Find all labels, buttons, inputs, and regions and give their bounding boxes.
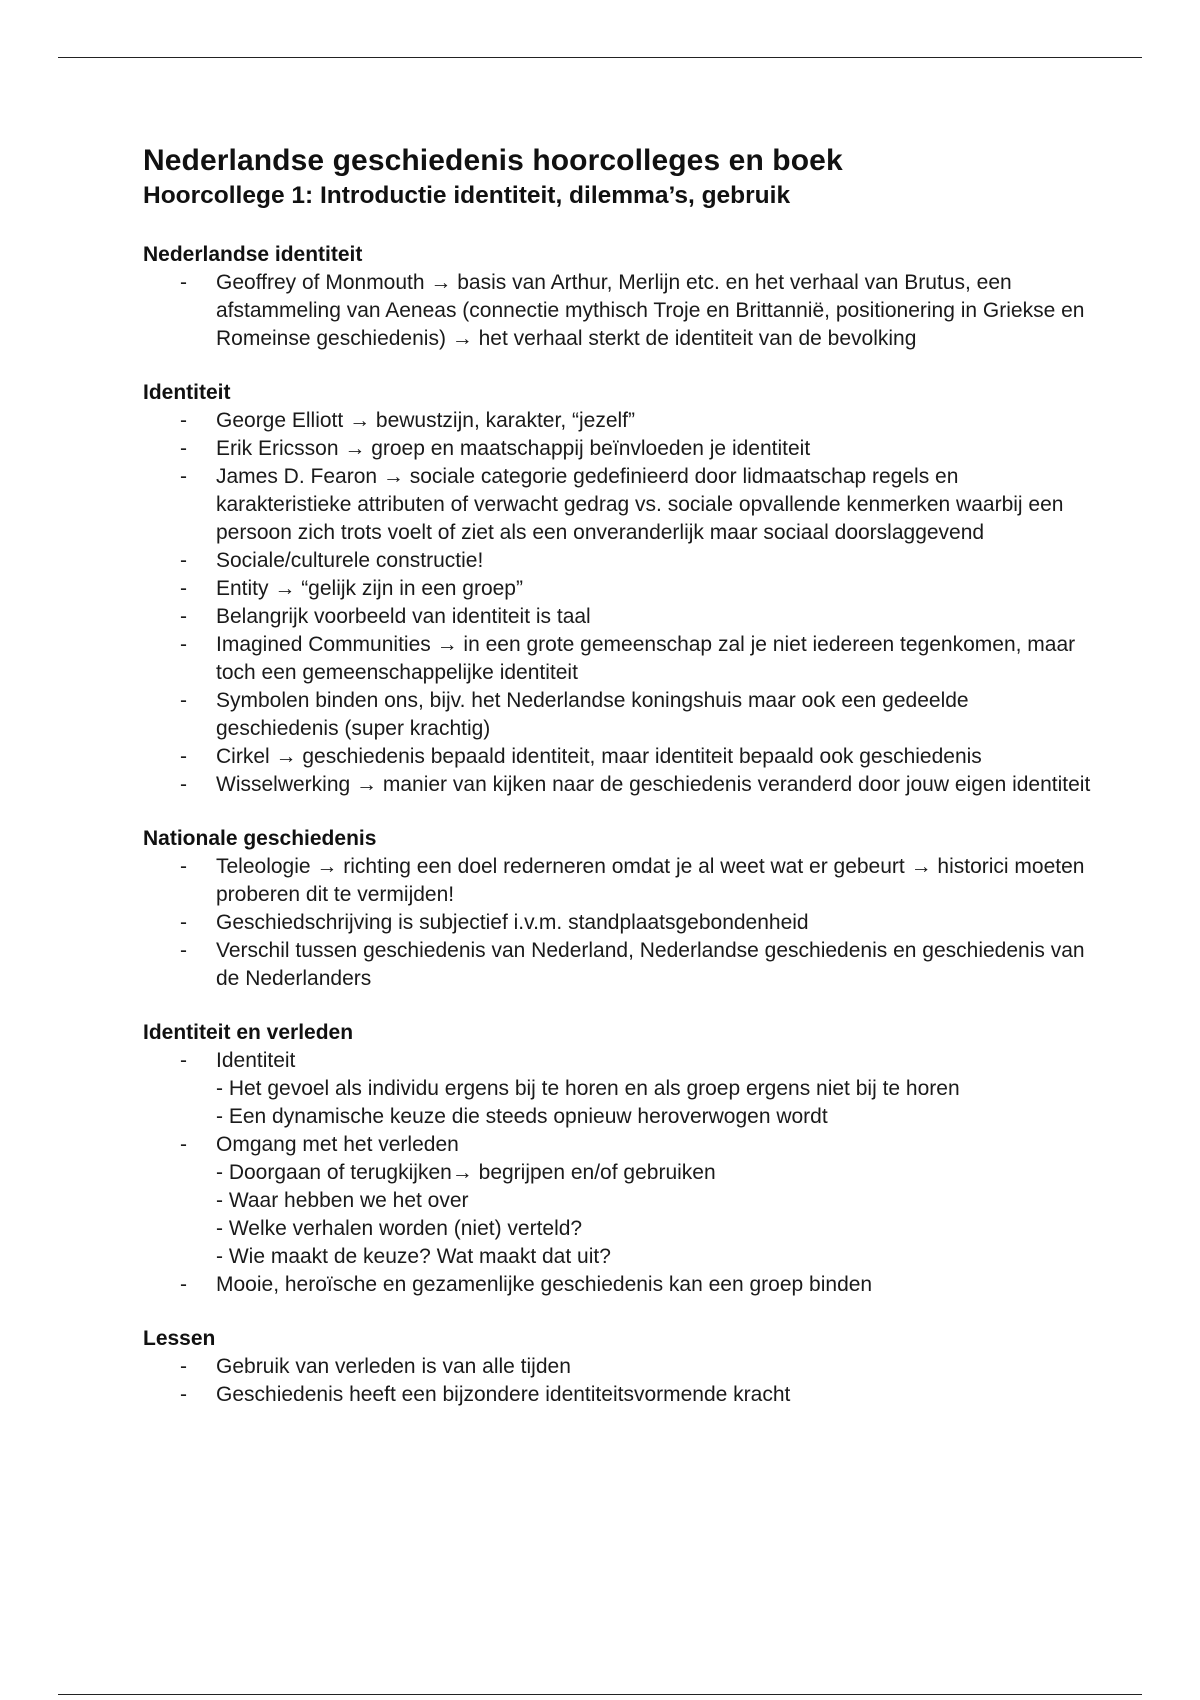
list-item-text: Geschiedenis heeft een bijzondere identiteitsvormende kracht — [216, 1383, 791, 1406]
list-item — [143, 603, 1093, 631]
bullet-list — [143, 269, 1093, 353]
bullet-marker: - — [180, 1383, 187, 1406]
list-item — [143, 687, 1093, 743]
list-item-text: Teleologie → richting een doel rederneren omdat je al weet wat er gebeurt → historici moeten proberen dit te vermijden! — [216, 855, 1085, 906]
list-item-text: Cirkel → geschiedenis bepaald identiteit, maar identiteit bepaald ook geschiedenis — [216, 745, 982, 768]
bullet-marker: - — [180, 773, 187, 796]
list-item — [143, 631, 1093, 687]
list-item — [143, 269, 1093, 353]
header-rule — [58, 57, 1142, 58]
list-item — [143, 853, 1093, 909]
list-item — [143, 575, 1093, 603]
sub-item-text: - Een dynamische keuze die steeds opnieuw heroverwogen wordt — [216, 1105, 828, 1128]
list-item — [143, 407, 1093, 435]
document-body — [143, 143, 1093, 1409]
list-item-text: Verschil tussen geschiedenis van Nederland, Nederlandse geschiedenis en geschiedenis van de Nederlanders — [216, 939, 1085, 990]
bullet-marker: - — [180, 939, 187, 962]
bullet-list — [143, 1047, 1093, 1299]
list-item-text: Belangrijk voorbeeld van identiteit is taal — [216, 605, 591, 628]
bullet-marker: - — [180, 271, 187, 294]
list-item-text: Mooie, heroïsche en gezamenlijke geschiedenis kan een groep binden — [216, 1273, 873, 1296]
list-item-text: George Elliott → bewustzijn, karakter, “jezelf” — [216, 409, 635, 432]
list-item-text: Sociale/culturele constructie! — [216, 549, 484, 572]
sub-item-text: - Waar hebben we het over — [216, 1189, 469, 1212]
list-item — [143, 1271, 1093, 1299]
list-item — [143, 771, 1093, 799]
list-item — [143, 1381, 1093, 1409]
list-item-text: Gebruik van verleden is van alle tijden — [216, 1355, 571, 1378]
list-item-text: Geschiedschrijving is subjectief i.v.m. standplaatsgebondenheid — [216, 911, 809, 934]
bullet-marker: - — [180, 1049, 187, 1072]
list-item — [143, 743, 1093, 771]
list-item-text: Imagined Communities → in een grote gemeenschap zal je niet iedereen tegenkomen, maar toch een gemeenschappelijke identiteit — [216, 633, 1076, 684]
list-item — [143, 1131, 1093, 1271]
page-title: Nederlandse geschiedenis hoorcolleges en boek — [143, 144, 843, 177]
bullet-marker: - — [180, 1133, 187, 1156]
bullet-marker: - — [180, 465, 187, 488]
sub-item-text: - Welke verhalen worden (niet) verteld? — [216, 1217, 583, 1240]
bullet-marker: - — [180, 911, 187, 934]
section-heading-nederlandse-identiteit: Nederlandse identiteit — [143, 243, 363, 266]
bullet-marker: - — [180, 1355, 187, 1378]
list-item — [143, 909, 1093, 937]
bullet-list — [143, 1353, 1093, 1409]
section-heading-nationale-geschiedenis: Nationale geschiedenis — [143, 827, 377, 850]
bullet-marker: - — [180, 437, 187, 460]
list-item-text: Geoffrey of Monmouth → basis van Arthur, Merlijn etc. en het verhaal van Brutus, een afstammeling van Aeneas (connectie mythisch Troje en Brittannië, positionering in Griekse en Romeinse geschiedenis) → het verhaal sterkt de identiteit van de bevolking — [216, 271, 1085, 350]
bullet-marker: - — [180, 1273, 187, 1296]
list-item — [143, 937, 1093, 993]
list-item — [143, 1047, 1093, 1131]
bullet-marker: - — [180, 409, 187, 432]
list-item — [143, 435, 1093, 463]
list-item-text: Symbolen binden ons, bijv. het Nederlandse koningshuis maar ook een gedeelde geschiedenis (super krachtig) — [216, 689, 969, 740]
page-subtitle: Hoorcollege 1: Introductie identiteit, dilemma’s, gebruik — [143, 182, 791, 209]
list-item-text: James D. Fearon → sociale categorie gedefinieerd door lidmaatschap regels en karakteristieke attributen of verwacht gedrag vs. sociale opvallende kenmerken waarbij een persoon zich trots voelt of ziet als een onveranderlijk maar sociaal doorslaggevend — [216, 465, 1064, 544]
list-item-text: Wisselwerking → manier van kijken naar de geschiedenis veranderd door jouw eigen identiteit — [216, 773, 1091, 796]
bullet-marker: - — [180, 549, 187, 572]
bullet-marker: - — [180, 633, 187, 656]
bullet-list — [143, 853, 1093, 993]
bullet-marker: - — [180, 605, 187, 628]
section-heading-identiteit-en-verleden: Identiteit en verleden — [143, 1021, 354, 1044]
bullet-marker: - — [180, 689, 187, 712]
list-item — [143, 463, 1093, 547]
bullet-marker: - — [180, 577, 187, 600]
list-item-text: Entity → “gelijk zijn in een groep” — [216, 577, 523, 600]
sub-item-text: - Het gevoel als individu ergens bij te horen en als groep ergens niet bij te horen — [216, 1077, 960, 1100]
list-item-text: Identiteit — [216, 1049, 296, 1072]
section-heading-lessen: Lessen — [143, 1327, 216, 1350]
sub-item-text: - Wie maakt de keuze? Wat maakt dat uit? — [216, 1245, 611, 1268]
bullet-marker: - — [180, 855, 187, 878]
list-item-text: Omgang met het verleden — [216, 1133, 459, 1156]
list-item-text: Erik Ericsson → groep en maatschappij beïnvloeden je identiteit — [216, 437, 811, 460]
bullet-list — [143, 407, 1093, 799]
sub-item-text: - Doorgaan of terugkijken→ begrijpen en/of gebruiken — [216, 1161, 716, 1184]
list-item — [143, 1353, 1093, 1381]
bullet-marker: - — [180, 745, 187, 768]
section-heading-identiteit: Identiteit — [143, 381, 231, 404]
list-item — [143, 547, 1093, 575]
footer-rule — [58, 1694, 1142, 1695]
